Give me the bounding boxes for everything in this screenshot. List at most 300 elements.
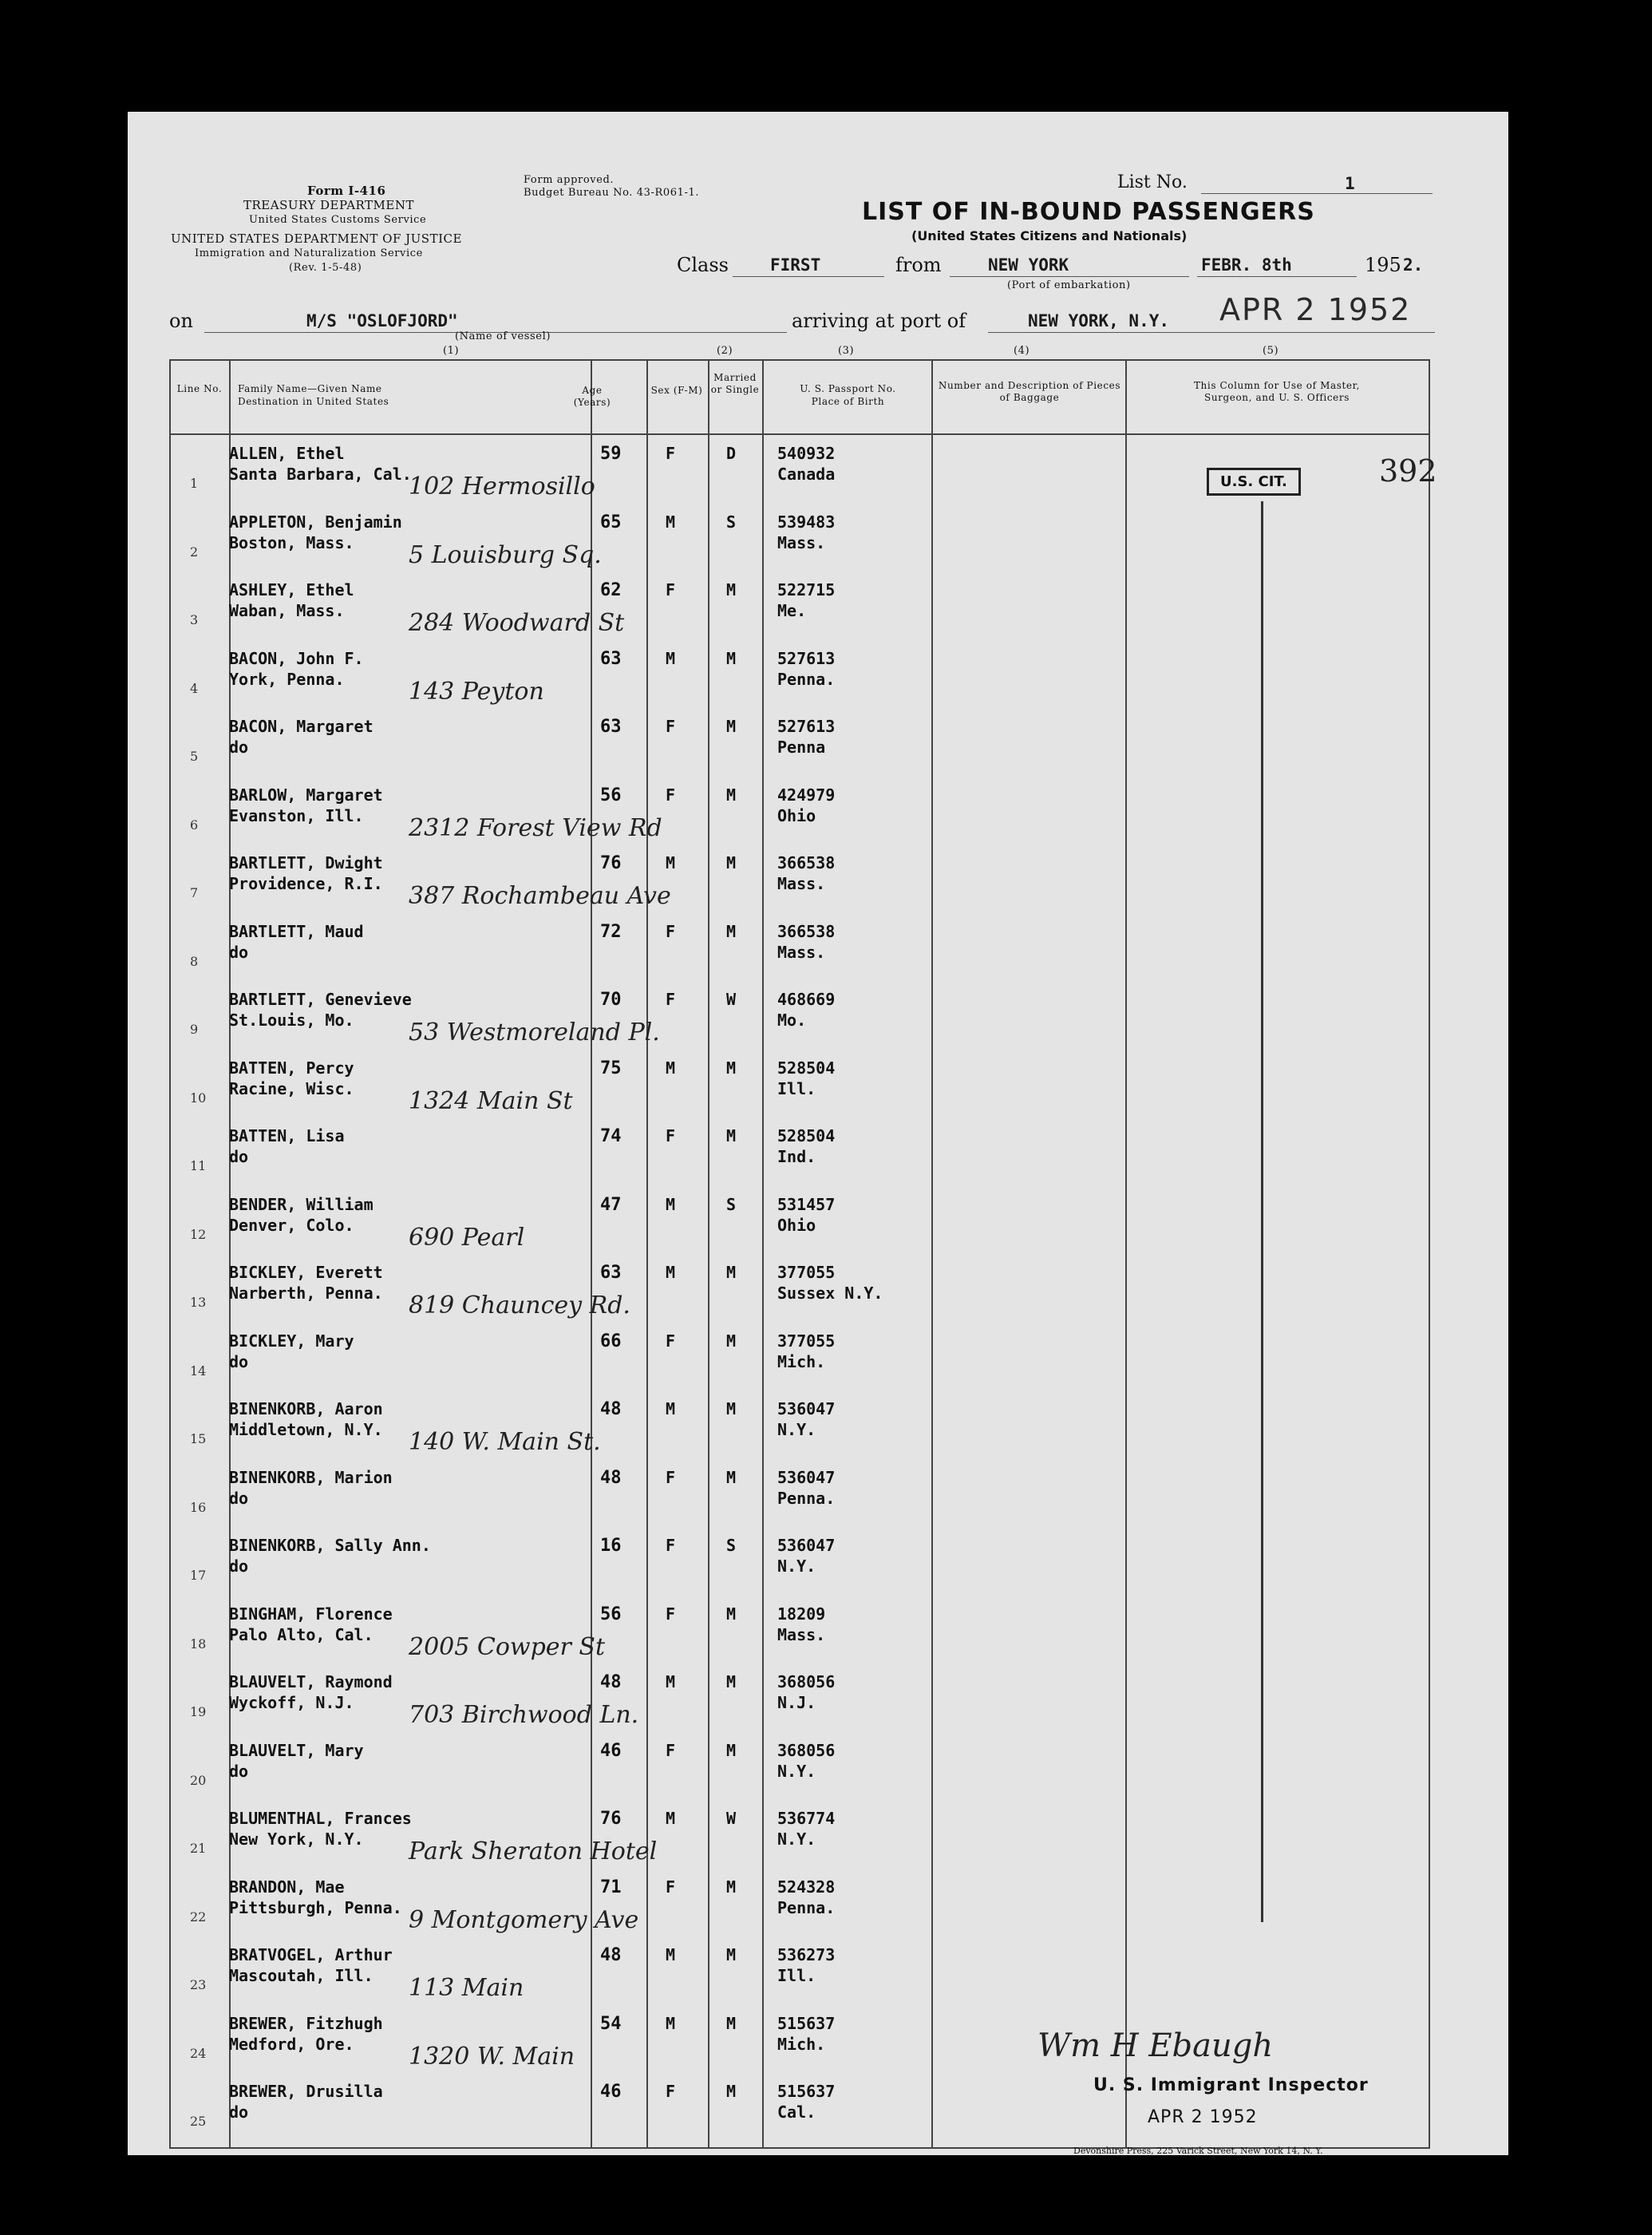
table-row bbox=[169, 1189, 1430, 1257]
class-underline bbox=[733, 276, 884, 277]
port-underline bbox=[988, 332, 1435, 333]
place-of-birth: Me. bbox=[777, 601, 807, 620]
col-header-destination: Destination in United States bbox=[238, 396, 389, 407]
sex: M bbox=[666, 1672, 676, 1691]
age: 48 bbox=[600, 1399, 622, 1419]
passenger-name: BARTLETT, Genevieve bbox=[229, 990, 412, 1009]
handwritten-address: 113 Main bbox=[409, 1974, 524, 2002]
age: 70 bbox=[600, 990, 622, 1010]
marital-status: M bbox=[726, 853, 737, 872]
line-number: 23 bbox=[190, 1977, 207, 1992]
place-of-birth: Mass. bbox=[777, 942, 826, 962]
place-of-birth: Mich. bbox=[777, 1351, 826, 1371]
sex: F bbox=[666, 1877, 676, 1897]
place-of-birth: N.Y. bbox=[777, 1830, 816, 1849]
destination: Providence, R.I. bbox=[229, 874, 383, 893]
line-number: 2 bbox=[190, 544, 199, 560]
place-of-birth: N.Y. bbox=[777, 1761, 816, 1781]
destination: Denver, Colo. bbox=[229, 1215, 354, 1235]
place-of-birth: Penna. bbox=[777, 669, 836, 689]
passenger-name: BARTLETT, Dwight bbox=[229, 853, 383, 872]
passenger-name: BARTLETT, Maud bbox=[229, 921, 364, 941]
destination: do bbox=[229, 1761, 249, 1781]
marital-status: M bbox=[726, 1263, 737, 1282]
list-number-value: 1 bbox=[1345, 174, 1355, 193]
justice-dept: UNITED STATES DEPARTMENT OF JUSTICE bbox=[171, 231, 462, 246]
marital-status: M bbox=[726, 2082, 737, 2101]
line-number: 10 bbox=[190, 1090, 207, 1106]
passport-number: 424979 bbox=[777, 785, 836, 805]
arriving-label: arriving at port of bbox=[792, 310, 966, 332]
passport-number: 377055 bbox=[777, 1331, 836, 1351]
passenger-name: ASHLEY, Ethel bbox=[229, 580, 354, 599]
age: 16 bbox=[600, 1536, 622, 1556]
handwritten-address: 1320 W. Main bbox=[409, 2042, 575, 2071]
passenger-name: BACON, Margaret bbox=[229, 717, 373, 736]
treasury-dept: TREASURY DEPARTMENT bbox=[243, 198, 414, 212]
destination: Racine, Wisc. bbox=[229, 1078, 354, 1098]
punch-hole bbox=[24, 1405, 41, 1422]
age: 48 bbox=[600, 1672, 622, 1692]
destination: Pittsburgh, Penna. bbox=[229, 1897, 402, 1917]
col-header-sex: Sex (F-M) bbox=[650, 385, 703, 396]
destination: do bbox=[229, 1351, 249, 1371]
handwritten-address: 819 Chauncey Rd. bbox=[409, 1292, 630, 1319]
marital-status: S bbox=[726, 1194, 737, 1214]
budget-bureau: Budget Bureau No. 43-R061-1. bbox=[524, 187, 700, 199]
col-num-2: (2) bbox=[717, 345, 733, 357]
destination: St.Louis, Mo. bbox=[229, 1011, 354, 1030]
vessel-name-label: (Name of vessel) bbox=[455, 330, 551, 342]
sex: F bbox=[666, 1536, 676, 1555]
class-value: FIRST bbox=[770, 255, 821, 275]
marital-status: M bbox=[726, 1058, 737, 1078]
table-row bbox=[169, 1529, 1430, 1598]
line-number: 18 bbox=[190, 1636, 207, 1652]
punch-hole bbox=[24, 583, 41, 600]
destination: Medford, Ore. bbox=[229, 2034, 354, 2054]
age: 56 bbox=[600, 785, 622, 805]
sex: M bbox=[666, 648, 676, 668]
marital-status: D bbox=[726, 444, 737, 463]
passport-number: 377055 bbox=[777, 1263, 836, 1282]
col-header-age: Age (Years) bbox=[573, 385, 611, 408]
marital-status: M bbox=[726, 1467, 737, 1487]
place-of-birth: Ill. bbox=[777, 1966, 816, 1985]
line-number: 14 bbox=[190, 1363, 207, 1379]
marital-status: M bbox=[726, 717, 737, 736]
destination: Palo Alto, Cal. bbox=[229, 1624, 373, 1644]
sex: F bbox=[666, 785, 676, 805]
age: 46 bbox=[600, 2082, 622, 2102]
handwritten-address: 53 Westmoreland Pl. bbox=[409, 1019, 660, 1046]
passenger-name: BARLOW, Margaret bbox=[229, 785, 383, 805]
form-number: Form I-416 bbox=[307, 184, 386, 198]
place-of-birth: Canada bbox=[777, 465, 836, 484]
age: 62 bbox=[600, 580, 622, 600]
sex: F bbox=[666, 444, 676, 463]
table-row bbox=[169, 1393, 1430, 1462]
sex: F bbox=[666, 1331, 676, 1351]
punch-hole bbox=[13, 1257, 53, 1297]
destination: do bbox=[229, 1147, 249, 1166]
handwritten-address: 1324 Main St bbox=[409, 1086, 573, 1115]
marital-status: M bbox=[726, 1877, 737, 1897]
col-header-birth: Place of Birth bbox=[811, 396, 885, 407]
handwritten-address: 102 Hermosillo bbox=[409, 473, 595, 500]
passport-number: 531457 bbox=[777, 1194, 836, 1214]
marital-status: M bbox=[726, 1604, 737, 1624]
passport-number: 528504 bbox=[777, 1126, 836, 1145]
marital-status: M bbox=[726, 1740, 737, 1760]
table-row bbox=[169, 847, 1430, 916]
passenger-name: BINENKORB, Marion bbox=[229, 1467, 393, 1487]
destination: Narberth, Penna. bbox=[229, 1284, 383, 1303]
passport-number: 366538 bbox=[777, 921, 836, 941]
col-header-name: Family Name—Given Name bbox=[238, 383, 382, 394]
destination: Boston, Mass. bbox=[229, 532, 354, 552]
col-header-baggage: Number and Description of Pieces of Baggage bbox=[938, 380, 1121, 403]
line-number: 13 bbox=[190, 1295, 207, 1310]
table-row bbox=[169, 1598, 1430, 1667]
age: 76 bbox=[600, 853, 622, 873]
age: 63 bbox=[600, 1263, 622, 1283]
line-number: 19 bbox=[190, 1704, 207, 1719]
line-number: 5 bbox=[190, 749, 199, 764]
table-row bbox=[169, 506, 1430, 575]
passenger-name: ALLEN, Ethel bbox=[229, 444, 345, 463]
from-label: from bbox=[895, 254, 942, 276]
age: 46 bbox=[600, 1740, 622, 1761]
line-number: 12 bbox=[190, 1226, 207, 1242]
passport-number: 536047 bbox=[777, 1467, 836, 1487]
age: 65 bbox=[600, 512, 622, 532]
handwritten-address: 9 Montgomery Ave bbox=[409, 1905, 639, 1934]
passport-number: 515637 bbox=[777, 2082, 836, 2101]
passport-number: 540932 bbox=[777, 444, 836, 463]
place-of-birth: Mo. bbox=[777, 1011, 807, 1030]
ins-service: Immigration and Naturalization Service bbox=[195, 247, 423, 259]
marital-status: M bbox=[726, 648, 737, 668]
passenger-name: BINGHAM, Florence bbox=[229, 1604, 393, 1624]
page-title: LIST OF IN-BOUND PASSENGERS bbox=[862, 198, 1315, 226]
place-of-birth: N.Y. bbox=[777, 1420, 816, 1439]
table-row bbox=[169, 1802, 1430, 1871]
page-subtitle: (United States Citizens and Nationals) bbox=[911, 228, 1188, 243]
table-row bbox=[169, 1939, 1430, 2008]
passenger-name: BRANDON, Mae bbox=[229, 1877, 345, 1897]
destination: do bbox=[229, 1557, 249, 1576]
passenger-name: BREWER, Drusilla bbox=[229, 2082, 383, 2101]
passport-number: 536047 bbox=[777, 1536, 836, 1555]
sex: M bbox=[666, 1058, 676, 1078]
table-row bbox=[169, 1871, 1430, 1940]
table-row bbox=[169, 710, 1430, 779]
embarkation-label: (Port of embarkation) bbox=[1007, 279, 1131, 291]
sex: F bbox=[666, 2082, 676, 2101]
line-number: 25 bbox=[190, 2114, 207, 2129]
sex: M bbox=[666, 2013, 676, 2033]
on-label: on bbox=[169, 310, 193, 332]
passenger-name: BLUMENTHAL, Frances bbox=[229, 1809, 412, 1828]
handwritten-address: 387 Rochambeau Ave bbox=[409, 882, 671, 910]
passenger-name: BENDER, William bbox=[229, 1194, 373, 1214]
destination: do bbox=[229, 942, 249, 962]
departure-date: FEBR. 8th bbox=[1201, 255, 1292, 275]
passport-number: 368056 bbox=[777, 1740, 836, 1760]
line-number: 6 bbox=[190, 817, 199, 833]
passport-number: 515637 bbox=[777, 2013, 836, 2033]
table-header-border bbox=[169, 433, 1430, 435]
line-number: 17 bbox=[190, 1568, 207, 1583]
table-row bbox=[169, 1666, 1430, 1735]
line-number: 9 bbox=[190, 1022, 199, 1037]
place-of-birth: Ohio bbox=[777, 1215, 816, 1235]
table-row bbox=[169, 1052, 1430, 1121]
handwritten-address: 2312 Forest View Rd bbox=[409, 813, 662, 842]
destination: York, Penna. bbox=[229, 669, 345, 689]
list-number-label: List No. bbox=[1117, 172, 1188, 192]
line-number: 11 bbox=[190, 1158, 207, 1173]
line-number: 3 bbox=[190, 612, 199, 627]
table-row bbox=[169, 916, 1430, 984]
age: 74 bbox=[600, 1126, 622, 1146]
marital-status: M bbox=[726, 1672, 737, 1691]
marital-status: M bbox=[726, 921, 737, 941]
place-of-birth: Mich. bbox=[777, 2034, 826, 2054]
col-num-1: (1) bbox=[443, 345, 460, 357]
line-number: 20 bbox=[190, 1772, 207, 1788]
destination: Mascoutah, Ill. bbox=[229, 1966, 373, 1985]
form-approved: Form approved. bbox=[524, 174, 615, 186]
punch-hole bbox=[13, 782, 53, 822]
inspector-title: U. S. Immigrant Inspector bbox=[1093, 2075, 1369, 2095]
inspector-date-stamp: APR 2 1952 bbox=[1148, 2107, 1258, 2127]
table-row bbox=[169, 643, 1430, 711]
passport-number: 18209 bbox=[777, 1604, 826, 1624]
handwritten-address: 5 Louisburg Sq. bbox=[409, 540, 602, 569]
marital-status: W bbox=[726, 1809, 737, 1828]
marital-status: S bbox=[726, 512, 737, 532]
passenger-name: BLAUVELT, Raymond bbox=[229, 1672, 393, 1691]
sex: M bbox=[666, 1399, 676, 1418]
us-cit-ditto-line bbox=[1261, 501, 1263, 1922]
table-row bbox=[169, 779, 1430, 848]
sex: M bbox=[666, 1194, 676, 1214]
marital-status: M bbox=[726, 1945, 737, 1964]
us-cit-stamp bbox=[1207, 468, 1301, 496]
sex: F bbox=[666, 1467, 676, 1487]
col-header-officers: This Column for Use of Master, Surgeon, and U. S. Officers bbox=[1193, 380, 1361, 403]
age: 71 bbox=[600, 1877, 622, 1897]
sex: F bbox=[666, 1740, 676, 1760]
marital-status: M bbox=[726, 785, 737, 805]
place-of-birth: Sussex N.Y. bbox=[777, 1284, 883, 1303]
passenger-name: BICKLEY, Mary bbox=[229, 1331, 354, 1351]
table-row bbox=[169, 983, 1430, 1052]
place-of-birth: Mass. bbox=[777, 874, 826, 893]
table-top-border bbox=[169, 359, 1430, 361]
destination: do bbox=[229, 2102, 249, 2122]
destination: Evanston, Ill. bbox=[229, 805, 364, 825]
line-number: 21 bbox=[190, 1841, 207, 1856]
passport-number: 539483 bbox=[777, 512, 836, 532]
place-of-birth: Ohio bbox=[777, 805, 816, 825]
sex: F bbox=[666, 717, 676, 736]
age: 63 bbox=[600, 717, 622, 737]
place-of-birth: Cal. bbox=[777, 2102, 816, 2122]
age: 66 bbox=[600, 1331, 622, 1351]
place-of-birth: Penna bbox=[777, 738, 826, 757]
passport-number: 527613 bbox=[777, 717, 836, 736]
passenger-name: BATTEN, Lisa bbox=[229, 1126, 345, 1145]
sex: M bbox=[666, 853, 676, 872]
passport-number: 524328 bbox=[777, 1877, 836, 1897]
destination: Wyckoff, N.J. bbox=[229, 1693, 354, 1712]
passenger-name: APPLETON, Benjamin bbox=[229, 512, 402, 532]
inspector-signature: Wm H Ebaugh bbox=[1037, 2027, 1274, 2064]
from-value: NEW YORK bbox=[988, 255, 1069, 275]
list-number-underline bbox=[1201, 193, 1433, 194]
line-number: 16 bbox=[190, 1499, 207, 1515]
col-num-4: (4) bbox=[1014, 345, 1030, 357]
place-of-birth: Ill. bbox=[777, 1078, 816, 1098]
destination: Santa Barbara, Cal. bbox=[229, 465, 412, 484]
passport-number: 366538 bbox=[777, 853, 836, 872]
marital-status: M bbox=[726, 2013, 737, 2033]
handwritten-address: 140 W. Main St. bbox=[409, 1428, 601, 1456]
customs-service: United States Customs Service bbox=[249, 214, 427, 226]
col-num-3: (3) bbox=[838, 345, 855, 357]
class-label: Class bbox=[677, 254, 729, 276]
destination: New York, N.Y. bbox=[229, 1830, 364, 1849]
line-number: 15 bbox=[190, 1431, 207, 1446]
passport-number: 527613 bbox=[777, 648, 836, 668]
table-row bbox=[169, 574, 1430, 643]
date-underline bbox=[1197, 276, 1357, 277]
col-num-5: (5) bbox=[1263, 345, 1279, 357]
destination: Waban, Mass. bbox=[229, 601, 345, 620]
age: 59 bbox=[600, 444, 622, 464]
age: 47 bbox=[600, 1194, 622, 1215]
page-tally-number: 392 bbox=[1379, 453, 1437, 489]
printer-imprint: Devonshire Press, 225 Varick Street, New York 14, N. Y. bbox=[1073, 2146, 1323, 2156]
place-of-birth: N.Y. bbox=[777, 1557, 816, 1576]
us-cit-text: U.S. CIT. bbox=[1220, 473, 1287, 490]
handwritten-address: Park Sheraton Hotel bbox=[409, 1837, 658, 1865]
form-revision: (Rev. 1-5-48) bbox=[289, 262, 362, 274]
table-row bbox=[169, 1120, 1430, 1189]
destination: Middletown, N.Y. bbox=[229, 1420, 383, 1439]
from-underline bbox=[950, 276, 1189, 277]
age: 72 bbox=[600, 921, 622, 942]
place-of-birth: Mass. bbox=[777, 1624, 826, 1644]
vessel-name: M/S "OSLOFJORD" bbox=[306, 311, 458, 330]
passenger-name: BLAUVELT, Mary bbox=[229, 1740, 364, 1760]
table-row bbox=[169, 1325, 1430, 1394]
sex: M bbox=[666, 1263, 676, 1282]
line-number: 7 bbox=[190, 885, 199, 900]
sex: F bbox=[666, 1126, 676, 1145]
place-of-birth: Penna. bbox=[777, 1488, 836, 1508]
line-number: 1 bbox=[190, 476, 199, 491]
punch-hole bbox=[13, 180, 53, 220]
passport-number: 368056 bbox=[777, 1672, 836, 1691]
marital-status: M bbox=[726, 1331, 737, 1351]
marital-status: W bbox=[726, 990, 737, 1009]
passport-number: 522715 bbox=[777, 580, 836, 599]
passenger-name: BRATVOGEL, Arthur bbox=[229, 1945, 393, 1964]
age: 63 bbox=[600, 648, 622, 669]
marital-status: M bbox=[726, 580, 737, 599]
place-of-birth: Mass. bbox=[777, 532, 826, 552]
col-header-married: Married or Single bbox=[710, 372, 760, 395]
sex: M bbox=[666, 1945, 676, 1964]
passenger-name: BINENKORB, Aaron bbox=[229, 1399, 383, 1418]
line-number: 4 bbox=[190, 680, 199, 696]
passport-number: 536273 bbox=[777, 1945, 836, 1964]
passport-number: 536774 bbox=[777, 1809, 836, 1828]
sex: M bbox=[666, 1809, 676, 1828]
passport-number: 468669 bbox=[777, 990, 836, 1009]
line-number: 24 bbox=[190, 2045, 207, 2061]
handwritten-address: 690 Pearl bbox=[409, 1223, 525, 1252]
age: 76 bbox=[600, 1809, 622, 1829]
handwritten-address: 2005 Cowper St bbox=[409, 1632, 606, 1661]
passenger-name: BATTEN, Percy bbox=[229, 1058, 354, 1078]
table-row bbox=[169, 1735, 1430, 1803]
sex: F bbox=[666, 1604, 676, 1624]
line-number: 22 bbox=[190, 1909, 207, 1924]
sex: F bbox=[666, 580, 676, 599]
place-of-birth: Ind. bbox=[777, 1147, 816, 1166]
punch-hole bbox=[24, 1924, 41, 1941]
arrival-date-stamp: APR 2 1952 bbox=[1219, 292, 1412, 327]
handwritten-address: 703 Birchwood Ln. bbox=[409, 1701, 639, 1729]
passport-number: 528504 bbox=[777, 1058, 836, 1078]
age: 56 bbox=[600, 1604, 622, 1624]
arrival-port: NEW YORK, N.Y. bbox=[1028, 311, 1170, 330]
punch-hole bbox=[13, 1724, 53, 1764]
place-of-birth: Penna. bbox=[777, 1897, 836, 1917]
marital-status: M bbox=[726, 1399, 737, 1418]
year-prefix: 195 bbox=[1365, 254, 1401, 276]
age: 48 bbox=[600, 1467, 622, 1488]
sex: M bbox=[666, 512, 676, 532]
destination: do bbox=[229, 738, 249, 757]
handwritten-address: 143 Peyton bbox=[409, 677, 544, 706]
sex: F bbox=[666, 921, 676, 941]
punch-hole bbox=[24, 910, 41, 928]
passenger-name: BINENKORB, Sally Ann. bbox=[229, 1536, 431, 1555]
passenger-name: BREWER, Fitzhugh bbox=[229, 2013, 383, 2033]
age: 75 bbox=[600, 1058, 622, 1078]
year-suffix: 2. bbox=[1403, 255, 1424, 275]
table-row bbox=[169, 1256, 1430, 1325]
line-number: 8 bbox=[190, 953, 199, 969]
age: 54 bbox=[600, 2013, 622, 2034]
sex: F bbox=[666, 990, 676, 1009]
punch-hole bbox=[24, 694, 41, 712]
passenger-name: BICKLEY, Everett bbox=[229, 1263, 383, 1282]
col-header-passport: U. S. Passport No. bbox=[800, 383, 896, 394]
destination: do bbox=[229, 1488, 249, 1508]
handwritten-address: 284 Woodward St bbox=[409, 609, 625, 637]
passenger-name: BACON, John F. bbox=[229, 648, 364, 668]
place-of-birth: N.J. bbox=[777, 1693, 816, 1712]
col-header-line-no: Line No. bbox=[176, 383, 223, 394]
marital-status: M bbox=[726, 1126, 737, 1145]
